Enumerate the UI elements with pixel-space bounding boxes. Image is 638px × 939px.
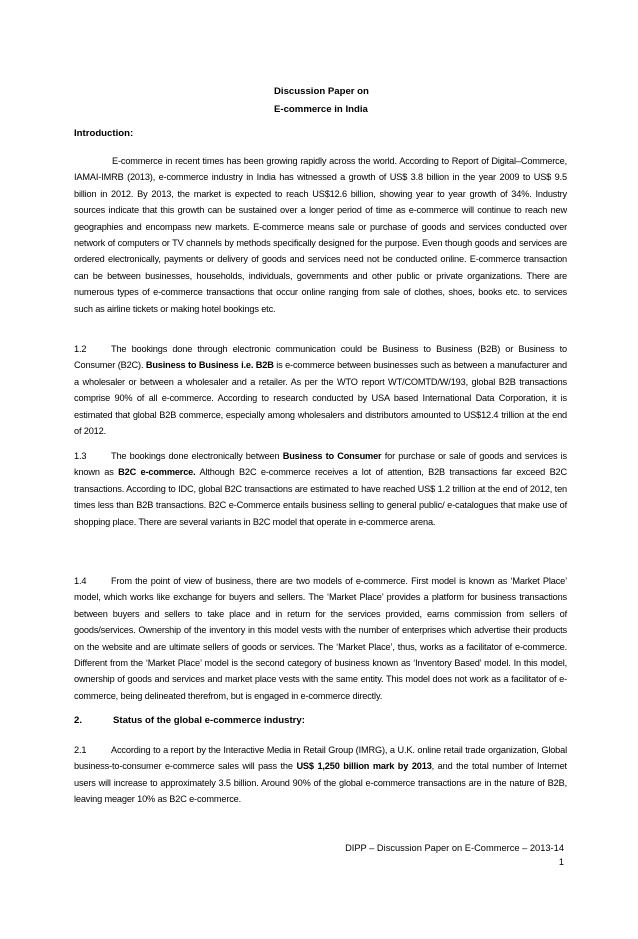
bold-term: Business to Business i.e. B2B [145, 360, 274, 371]
paragraph-number: 2.1 [74, 745, 87, 755]
section-2-title: Status of the global e-commerce industry: [113, 715, 305, 726]
paragraph-text: is e-commerce between businesses such as between a manufacturer and a wholesaler or between a wholesaler and a retailer. As per the WTO report WT/COMTD/W/193, global B2B transactions comprise 90% of all e-commerce. According to research conducted by USA based International Data Corporation, it is estimated that global B2B commerce, especially among wholesalers and distributors amounted to US$12.4 trillion at the end of 2012. [74, 360, 567, 437]
bold-term: Business to Consumer [282, 451, 382, 461]
bold-term: US$ 1,250 billion mark by 2013 [296, 761, 432, 772]
paragraph-1-2 [74, 341, 567, 439]
paragraph-number: 1.4 [74, 576, 87, 586]
paragraph-text: From the point of view of business, there are two models of e-commerce. First model is known as ‘Market Place’ model, which works like exchange for buyers and sellers. The ‘Market Place’ provides a platform for business transactions between buyers and sellers to take place and in return for the services provided, earns commission from sellers of goods/services. Ownership of the inventory in this model vests with the number of enterprises which advertise their products on the website and are ultimate sellers of goods or services. The ‘Market Place’, thus, works as a facilitator of e-commerce. Different from the ‘Market Place’ model is the second category of business known as ‘Inventory Based’ model. In this model, ownership of goods and services and market place vests with the same entity. This model does not work as a facilitator of e-commerce, being delineated therefrom, but is engaged in e-commerce directly. [74, 576, 567, 701]
paragraph-text: for purchase or sale of goods and services is known as [74, 451, 568, 478]
page-footer [345, 841, 564, 869]
introduction-paragraph [74, 153, 567, 317]
page-number: 1 [558, 857, 564, 867]
paragraph-text: The bookings done through electronic communication could be Business to Business (B2B) or Business to Consumer (B2C). [74, 344, 567, 371]
paragraph-1-3 [74, 448, 567, 530]
title-line-2: E-commerce in India [274, 104, 368, 115]
paragraph-text: Although B2C e-commerce receives a lot of attention, B2B transactions far exceed B2C transactions. According to IDC, global B2C transactions are estimated to have reached US$ 1.2 trillion at the end of 2012, ten times less than B2B transactions. B2C e-Commerce entails business selling to general public/ e-catalogues that make use of shopping place. There are several variants in B2C model that operate in e-commerce arena. [74, 467, 567, 527]
footer-label: DIPP – Discussion Paper on E-Commerce – 2013-14 [345, 843, 564, 853]
title-line-1: Discussion Paper on [274, 86, 369, 97]
paragraph-1-4 [74, 573, 567, 704]
paragraph-number: 1.2 [74, 344, 87, 354]
introduction-text: E-commerce in recent times has been growing rapidly across the world. According to Report of Digital–Commerce, IAMAI-IMRB (2013), e-commerce industry in India has witnessed a growth of US$ 3.8 billion in the year 2009 to US$ 9.5 billion in 2012. By 2013, the market is expected to reach US$12.6 billion, showing year to year growth of 34%. Industry sources indicate that this growth can be sustained over a longer period of time as e-commerce will continue to reach new geographies and encompass new markets. E-commerce means sale or purchase of goods and services conducted over network of computers or TV channels by methods specifically designed for the purpose. Even though goods and services are ordered electronically, payments or delivery of goods and services need not be conducted online. E-commerce transaction can be between businesses, households, individuals, governments and other public or private organizations. There are numerous types of e-commerce transactions that occur online ranging from sale of clothes, shoes, books etc. to services such as airline tickets or making hotel bookings etc. [74, 156, 567, 314]
paragraph-text: The bookings done electronically between [111, 451, 283, 461]
section-2-number: 2. [74, 715, 83, 726]
document-title [274, 83, 369, 119]
bold-term: B2C e-commerce. [118, 467, 196, 478]
paragraph-2-1 [74, 742, 567, 808]
paragraph-text: According to a report by the Interactive Media in Retail Group (IMRG), a U.K. online retail trade organization, Global business-to-consumer e-commerce sales will pass the [74, 745, 567, 772]
paragraph-number: 1.3 [74, 451, 87, 461]
paragraph-text: , and the total number of Internet users will increase to approximately 3.5 billion. Around 90% of the global e-commerce transactions are in the nature of B2B, leaving meager 10% as B2C e-commerce. [74, 761, 567, 805]
introduction-heading: Introduction: [74, 128, 134, 139]
